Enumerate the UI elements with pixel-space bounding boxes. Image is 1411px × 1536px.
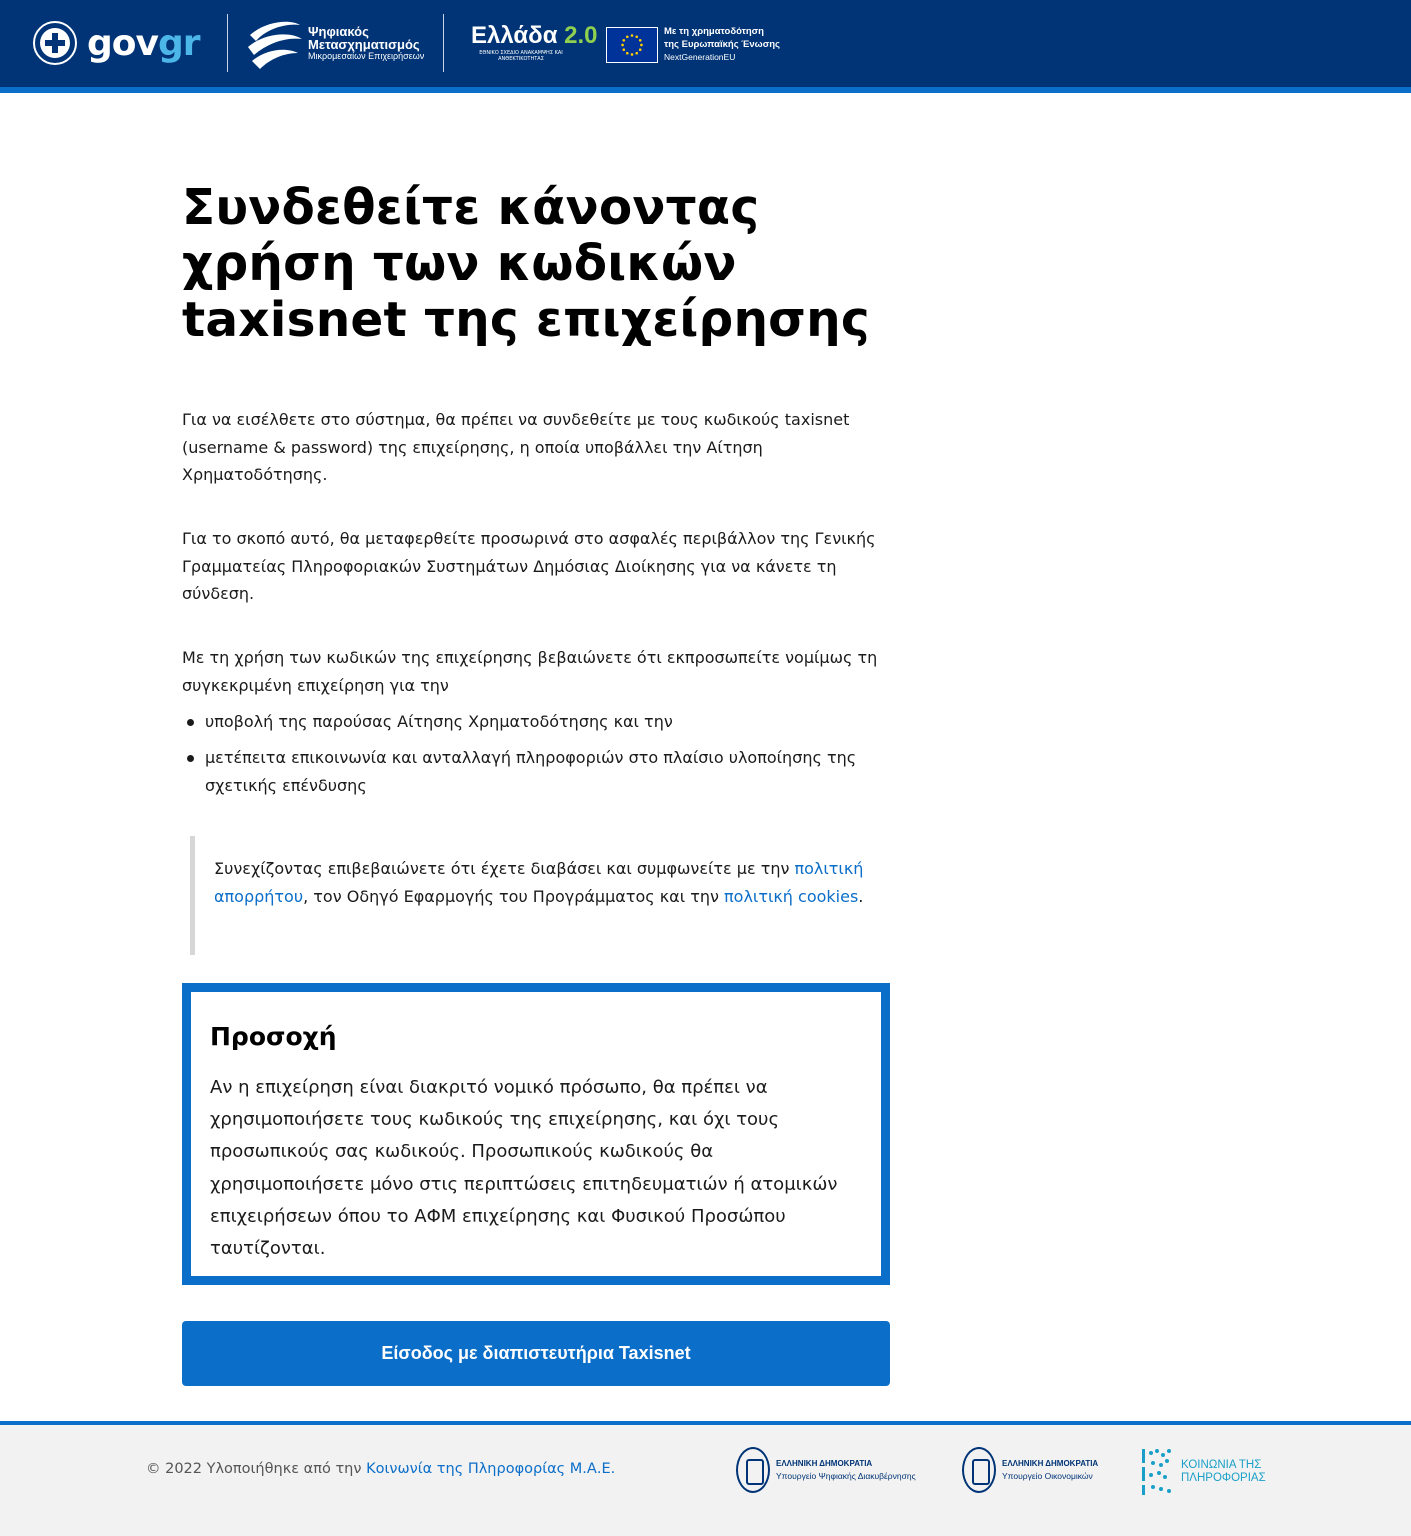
page-title: Συνδεθείτε κάνοντας χρήση των κωδικών taxisnet της επιχείρησης xyxy=(182,180,870,348)
warning-text: Αν η επιχείρηση είναι διακριτό νομικό πρόσωπο, θα πρέπει να χρησιμοποιήσετε τους κωδικούς της επιχείρησης, και όχι τους προσωπικούς σας κωδικούς. Προσωπικούς κωδικούς θα χρησιμοποιήσετε μόνο στις περιπτώσεις επιτηδευματιών ή ατομικών επιχειρήσεων όπου το ΑΦΜ επιχείρησης και Φυσικού Προσώπου ταυτίζονται. xyxy=(210,1077,838,1260)
ktp-logo[interactable] xyxy=(1141,1447,1266,1497)
ps-line1: Ψηφιακός xyxy=(308,23,369,39)
ps-line3: Μικρομεσαίων Επιχειρήσεων xyxy=(308,50,425,61)
intro-paragraph: Για να εισέλθετε στο σύστημα, θα πρέπει να συνδεθείτε με τους κωδικούς taxisnet (username & password) της επιχείρησης, η οποία υποβάλλει την Αίτηση Χρηματοδότησης. xyxy=(182,410,850,484)
ellada-sub: ΕΘΝΙΚΟ ΣΧΕΔΙΟ ΑΝΑΚΑΜΨΗΣ ΚΑΙ ΑΝΘΕΚΤΙΚΟΤΗΤΑΣ xyxy=(479,50,563,62)
ministry-finance-logo[interactable] xyxy=(962,1447,1098,1493)
warning-title: Προσοχή xyxy=(210,1022,337,1051)
greek-seal-icon xyxy=(962,1447,996,1493)
gr-text: gr xyxy=(157,22,200,64)
gov-text: gov xyxy=(87,22,158,64)
eu-funding-logo xyxy=(606,26,780,64)
privacy-policy-link[interactable]: πολιτική απορρήτου xyxy=(214,859,864,906)
consent-text-a: Συνεχίζοντας επιβεβαιώνετε ότι έχετε διαβάσει και συμφωνείτε με την xyxy=(214,859,795,878)
site-header xyxy=(0,0,1411,87)
redirect-paragraph: Για το σκοπό αυτό, θα μεταφερθείτε προσωρινά στο ασφαλές περιβάλλον της Γενικής Γραμματείας Πληροφοριακών Συστημάτων Δημόσιας Διοίκησης για να κάνετε τη σύνδεση. xyxy=(182,529,876,603)
greek-emblem-icon xyxy=(33,21,77,65)
header-divider xyxy=(443,14,444,72)
logo2-line1: ΕΛΛΗΝΙΚΗ ΔΗΜΟΚΡΑΤΙΑ xyxy=(1002,1459,1099,1468)
logo1-line1: ΕΛΛΗΝΙΚΗ ΔΗΜΟΚΡΑΤΙΑ xyxy=(776,1459,873,1468)
govgr-logo[interactable] xyxy=(33,18,200,68)
company-link[interactable]: Κοινωνία της Πληροφορίας Μ.Α.Ε. xyxy=(366,1461,616,1477)
ellada-word: Ελλάδα xyxy=(471,22,558,49)
logo3-line1: ΚΟΙΝΩΝΙΑ ΤΗΣ xyxy=(1181,1459,1262,1471)
ellada-2-logo xyxy=(471,22,598,62)
cookies-policy-link[interactable]: πολιτική cookies xyxy=(724,886,859,906)
header-stripe xyxy=(0,87,1411,93)
ps-line2: Μετασχηματισμός xyxy=(308,37,420,53)
taxisnet-login-button[interactable]: Είσοδος με διαπιστευτήρια Taxisnet xyxy=(182,1321,890,1386)
list-item: υποβολή της παρούσας Αίτησης Χρηματοδότησης και την xyxy=(182,708,887,736)
ktp-dots-icon xyxy=(1141,1447,1173,1497)
main-content xyxy=(182,180,890,348)
digital-transformation-logo xyxy=(246,14,424,72)
copyright-text: © 2022 Υλοποιήθηκε από την xyxy=(146,1461,367,1477)
warning-box xyxy=(182,983,890,1285)
eu-flag-icon xyxy=(606,27,658,63)
swirl-logo-icon xyxy=(246,15,304,71)
header-divider xyxy=(227,14,228,72)
representation-paragraph: Με τη χρήση των κωδικών της επιχείρησης βεβαιώνετε ότι εκπροσωπείτε νομίμως τη συγκεκριμένη επιχείρηση για την xyxy=(182,648,878,695)
consent-text-b: , τον Οδηγό Εφαρμογής του Προγράμματος και την xyxy=(303,886,725,906)
logo2-line2: Υπουργείο Οικονομικών xyxy=(1002,1471,1093,1481)
ministry-digital-governance-logo[interactable] xyxy=(736,1447,916,1493)
consent-notice xyxy=(190,836,885,955)
list-item: μετέπειτα επικοινωνία και ανταλλαγή πληροφοριών στο πλαίσιο υλοποίησης της σχετικής επένδυσης xyxy=(182,744,887,799)
consent-text-c: . xyxy=(858,886,864,906)
logo3-line2: ΠΛΗΡΟΦΟΡΙΑΣ xyxy=(1181,1472,1266,1484)
site-footer xyxy=(0,1421,1411,1536)
purpose-list xyxy=(182,708,887,808)
eu-line1: Με τη χρηματοδότηση xyxy=(664,26,764,37)
ellada-num: 2.0 xyxy=(564,22,598,49)
greek-seal-icon xyxy=(736,1447,770,1493)
footer-copyright xyxy=(146,1461,615,1477)
eu-line2: της Ευρωπαϊκής Ένωσης xyxy=(664,38,780,50)
eu-line3: NextGenerationEU xyxy=(664,52,736,62)
logo1-line2: Υπουργείο Ψηφιακής Διακυβέρνησης xyxy=(776,1471,916,1481)
